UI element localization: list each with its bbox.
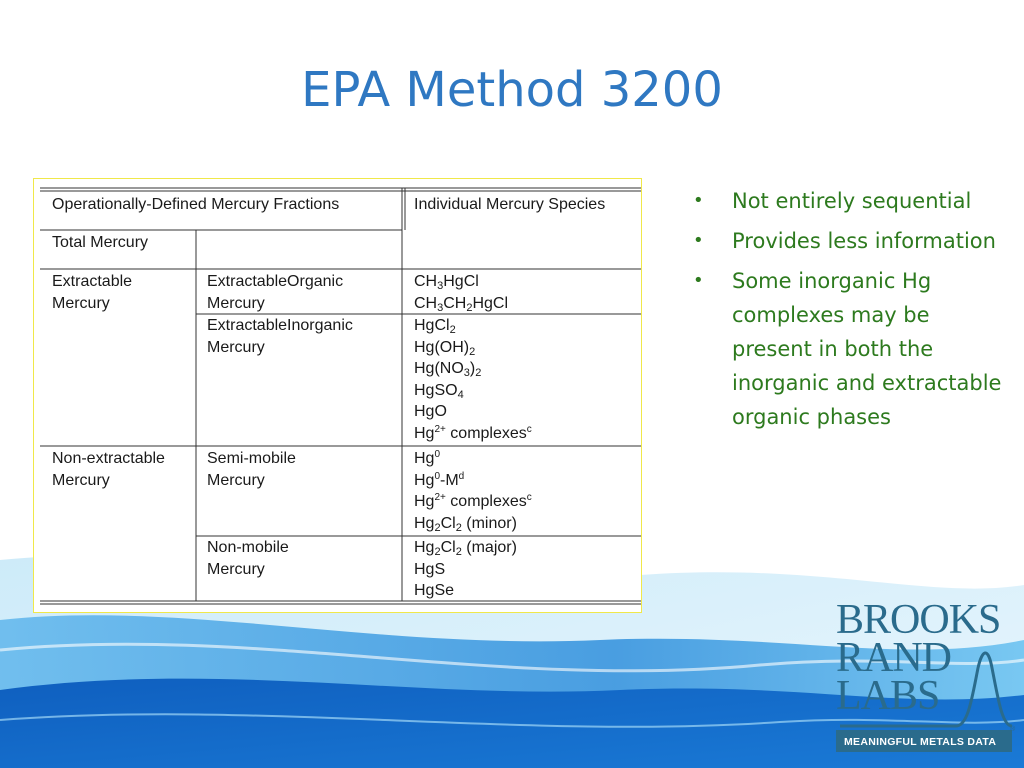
logo-tagline: MEANINGFUL METALS DATA bbox=[844, 736, 997, 748]
bullet-dot-icon: • bbox=[693, 230, 704, 251]
logo-line-rand: RAND bbox=[836, 635, 952, 681]
species-item: Hg$^0$ bbox=[414, 449, 441, 467]
total-mercury-label: Total Mercury bbox=[52, 234, 149, 251]
species-item: $Hg_2Cl_2$ (major) bbox=[414, 539, 517, 558]
header-fractions: Operationally-Defined Mercury Fractions bbox=[52, 196, 340, 213]
species-item: $Hg_2Cl_2$ (minor) bbox=[414, 514, 517, 534]
bullet-item: • Some inorganic Hg complexes may be present in both the inorganic and extractable organic phases bbox=[690, 264, 1010, 434]
species-item: $CH_3HgCl$ bbox=[414, 273, 479, 292]
species-item: HgCl$_2$ bbox=[414, 317, 456, 336]
semi-mobile-label: Semi-mobile Mercury bbox=[207, 450, 296, 489]
species-item: $Hg^{2+}$ complexes$^c$ bbox=[414, 492, 532, 510]
logo-line-labs: LABS bbox=[836, 673, 940, 719]
species-item: $CH_3CH_2HgCl$ bbox=[414, 294, 509, 314]
extractable-inorganic-label: ExtractableInorganic Mercury bbox=[207, 317, 353, 356]
species-item: $Hg(OH)_2$ bbox=[414, 338, 476, 358]
species-item: HgS bbox=[414, 560, 446, 578]
logo-registered-mark: ® bbox=[1010, 726, 1016, 733]
non-mobile-label: Non-mobile Mercury bbox=[207, 539, 289, 578]
species-item: HgO bbox=[414, 403, 447, 420]
mercury-fractions-table bbox=[33, 178, 642, 613]
species-organic-list bbox=[414, 271, 508, 314]
species-item: HgSO$_4$ bbox=[414, 381, 464, 401]
bullet-dot-icon: • bbox=[693, 270, 704, 291]
bullet-dot-icon: • bbox=[693, 190, 704, 211]
species-item: HgSe bbox=[414, 582, 455, 599]
species-non-mobile-list bbox=[414, 537, 517, 602]
non-extractable-mercury-label: Non-extractable Mercury bbox=[52, 450, 165, 489]
logo-line-brooks: BROOKS bbox=[836, 597, 1001, 643]
species-inorganic-list bbox=[414, 315, 532, 444]
bullet-item: • Provides less information bbox=[690, 224, 1010, 258]
species-item: $Hg^{2+}$ complexes$^c$ bbox=[414, 423, 532, 442]
species-item: $Hg^0-M^d$ bbox=[414, 470, 465, 489]
bullet-item: • Not entirely sequential bbox=[690, 184, 1010, 218]
brooks-rand-labs-logo bbox=[836, 598, 1016, 758]
extractable-mercury-label: Extractable Mercury bbox=[52, 273, 133, 312]
extractable-organic-label: ExtractableOrganic Mercury bbox=[207, 273, 344, 312]
header-species: Individual Mercury Species bbox=[414, 196, 606, 213]
species-semi-mobile-list bbox=[414, 448, 532, 534]
species-item: $Hg(NO_3)_2$ bbox=[414, 360, 482, 379]
bullet-list bbox=[690, 184, 1010, 440]
slide-title: EPA Method 3200 bbox=[301, 62, 723, 118]
